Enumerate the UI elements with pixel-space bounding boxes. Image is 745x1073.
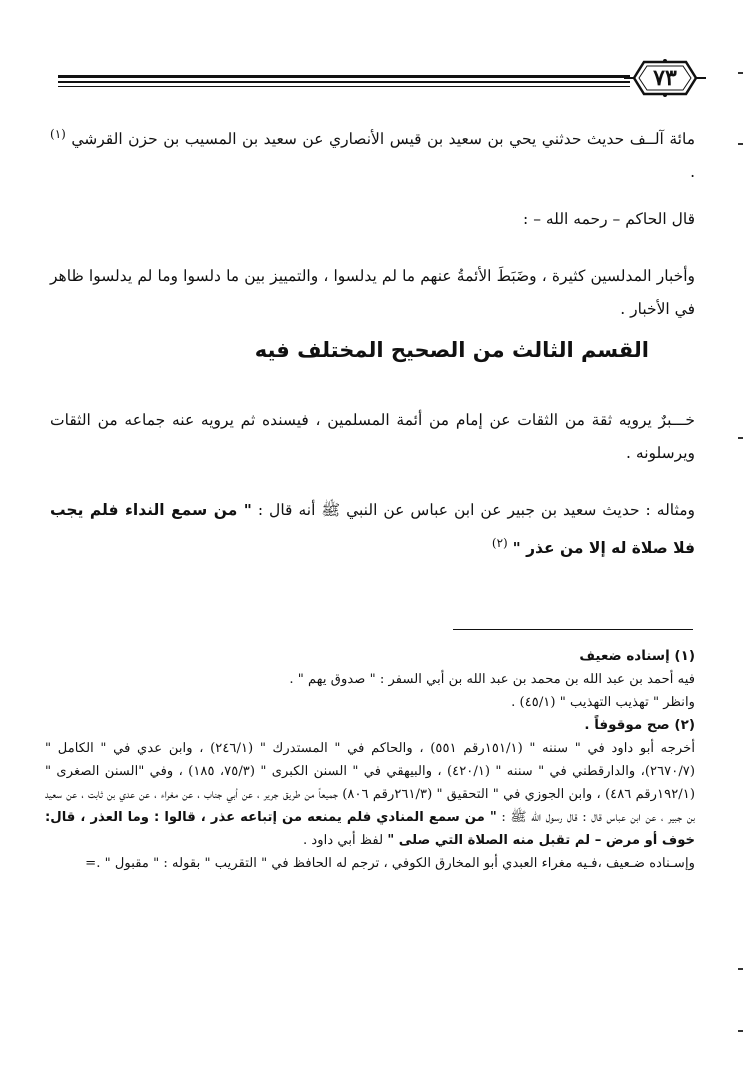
footnote-text: أخرجه أبو داود في " سننه " (١٥١/١رقم ٥٥١) ، والحاكم في " المستدرك " (٢٤٦/١) ، وابن عدي في " الكامل " (٢٦٧٠/٧)، والدارقطني في " سننه " (٤٢٠/١) ، والبيهقي في " السنن الكبرى " (٧٥/٣، ١٨٥) ، وفي "السنن الصغرى " (١٩٢/١رقم ٤٨٦) ، وابن الجوزي في " التحقيق " (٢٦١/٣رقم ٨٠٦) جميعاً من طريق جرير ، عن أبي جناب ، عن مغراء ، عن عدي بن ثابت ، عن سعيد بن جبير ، عن ابن عباس قال : قال رسول الله ﷺ :	[45, 741, 695, 825]
paragraph-3	[50, 260, 695, 326]
footnote-paragraph	[45, 737, 695, 852]
scan-mark	[738, 72, 743, 74]
scan-mark	[738, 1030, 743, 1032]
footnote-ref: (١)	[50, 127, 66, 141]
footnote-separator	[453, 629, 693, 630]
paragraph-text: خـــبرٌ يرويه ثقة من الثقات عن إمام من أئمة المسلمين ، فيسنده ثم يرويه عنه جماعه من الثقات ويرسلونه .	[50, 411, 695, 462]
scan-mark	[738, 143, 743, 145]
page-header	[58, 58, 708, 98]
paragraph-text: وأخبار المدلسين كثيرة ، وضَبَطَ الأئمةُ عنهم ما لم يدلسوا ، والتمييز بين ما دلسوا وما لم يدلسوا ظاهر في الأخبار .	[50, 267, 695, 318]
page-number: ٧٣	[653, 65, 677, 91]
header-rule	[58, 86, 630, 87]
footnote-ref: (٢)	[491, 536, 508, 550]
scan-mark	[738, 437, 743, 439]
paragraph-4	[50, 404, 695, 470]
footnote-title: (١) إسناده ضعيف	[579, 648, 695, 664]
footnote-line: وانظر " تهذيب التهذيب " (٤٥/١) .	[511, 695, 695, 710]
header-rule	[58, 75, 630, 78]
footnote-paragraph: وإسـناده ضـعيف ،فـيه مغراء العبدي أبو المخارق الكوفي ، ترجم له الحافظ في " التقريب " بقوله : " مقبول " .=	[85, 856, 695, 871]
paragraph-text: مائة آلــف حديث حدثني يحي بن سعيد بن قيس الأنصاري عن سعيد بن المسيب بن حزن القرشي	[71, 130, 695, 149]
paragraph-end: .	[690, 163, 695, 182]
footnote-line: فيه أحمد بن عبد الله بن محمد بن عبد الله بن أبي السفر : " صدوق يهم " .	[289, 672, 695, 687]
hadith-quote: " من سمع النداء فلم يجب فلا صلاة له إلا من عذر "	[50, 501, 695, 558]
paragraph-2	[85, 203, 695, 236]
header-rule	[58, 81, 630, 83]
footnote-1	[45, 645, 695, 714]
page-number-badge	[624, 58, 706, 98]
paragraph-5	[50, 494, 695, 565]
footnote-text: لفظ أبي داود .	[303, 833, 388, 848]
section-heading: القسم الثالث من الصحيح المختلف فيه	[254, 338, 649, 362]
scan-mark	[738, 968, 743, 970]
paragraph-1	[50, 118, 695, 189]
footnote-hadith-quote: " من سمع المنادي فلم يمنعه من إتباعه عذر ، قالوا : وما العذر ، قال: خوف أو مرض – لم تقبل منه الصلاة التي صلى "	[45, 810, 695, 848]
footnote-title: (٢) صح موقوفاً .	[584, 717, 695, 733]
paragraph-text: ومثاله : حديث سعيد بن جبير عن ابن عباس عن النبي ﷺ أنه قال :	[251, 501, 695, 519]
footnote-2	[45, 714, 695, 875]
paragraph-text: قال الحاكم – رحمه الله – :	[523, 210, 695, 228]
